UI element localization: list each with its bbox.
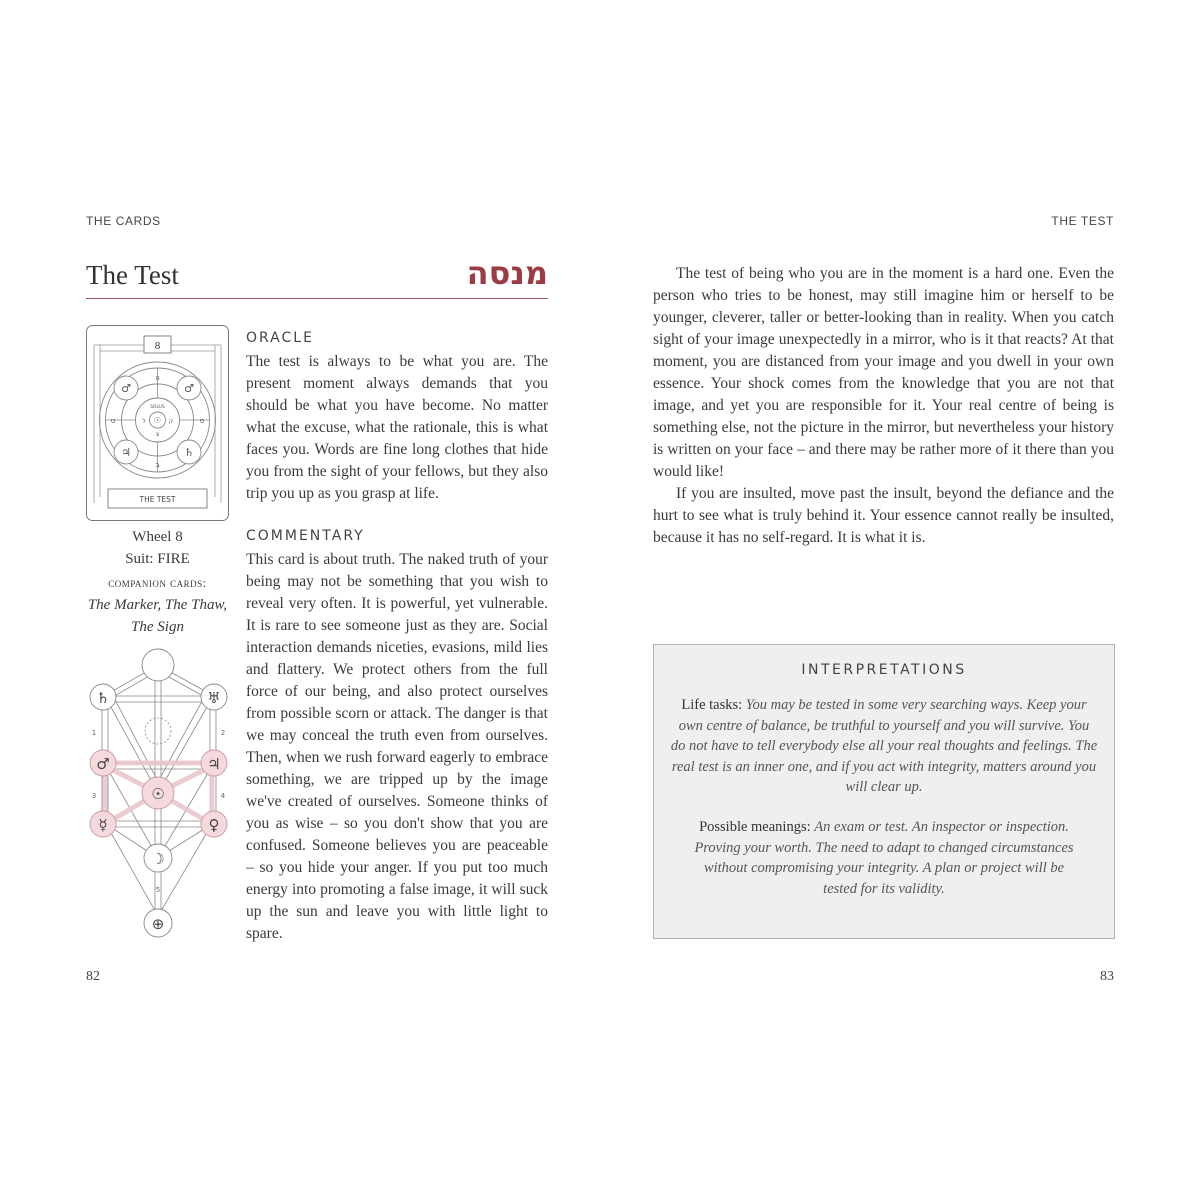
- card-sym-centre: ☉: [153, 416, 162, 425]
- running-head-left: THE CARDS: [86, 214, 161, 228]
- hebrew-title: מנסה: [466, 254, 548, 292]
- oracle-heading: ORACLE: [246, 330, 314, 346]
- path-number-4: 4: [220, 792, 226, 800]
- sun-icon: ☉: [151, 785, 165, 803]
- card-sym-inner-left: ל: [142, 418, 146, 425]
- life-tasks-text: You may be tested in some very searching ways. Keep your own centre of balance, be truthful to yourself and you will survive. You do not have to tell everybody else all your real thoughts and feelings. The real test is an inner one, and if you act with integrity, matters around you will clear up.: [670, 697, 1098, 795]
- tree-of-life-diagram: [86, 648, 232, 942]
- card-sym-ul: ♂: [121, 382, 131, 395]
- card-sym-inner-bottom: צ: [155, 431, 160, 438]
- path-number-1: 1: [91, 729, 97, 737]
- uranus-icon: ♅: [207, 689, 221, 707]
- suit-label: Suit: FIRE: [125, 551, 190, 567]
- card-sym-inner-right: ק: [168, 418, 174, 425]
- card-caption: THE TEST: [139, 495, 176, 504]
- companion-label: companion cards:: [108, 575, 207, 590]
- path-number-2: 2: [220, 729, 226, 737]
- interpretations-heading: INTERPRETATIONS: [801, 662, 967, 678]
- companion-cards: The Marker, The Thaw, The Sign: [87, 597, 228, 635]
- oracle-text: The test is always to be what you are. The present moment always demands that you should be what you have become. No matter what the excuse, what the rationale, this is what faces you. Words are fine long clothes that hide you from the sight of your fellows, but they also trip you up as you grasp at life.: [246, 353, 548, 502]
- card-sym-ll: ♃: [121, 446, 131, 459]
- possible-meanings: [690, 817, 1078, 899]
- commentary-heading: COMMENTARY: [246, 528, 365, 544]
- card-sym-ur: ♂: [184, 382, 194, 395]
- page-number-right: 83: [1100, 969, 1114, 984]
- possible-meanings-text: An exam or test. An inspector or inspection. Proving your worth. The need to adapt to changed circumstances without compromising your integrity. A plan or project will be tested for its validity.: [694, 819, 1074, 897]
- possible-meanings-label: Possible meanings:: [699, 819, 811, 835]
- running-head-right: THE TEST: [1051, 214, 1114, 228]
- venus-icon: ♀: [208, 816, 220, 834]
- page-title: The Test: [86, 260, 179, 290]
- mars-icon: ♂: [96, 755, 110, 773]
- card-sym-top: ה: [155, 374, 160, 382]
- saturn-icon: ♄: [96, 689, 110, 707]
- card-svg: [86, 325, 229, 521]
- mercury-icon: ☿: [98, 816, 108, 834]
- card-sym-right: ס: [199, 417, 205, 425]
- card-sym-bottom: ב: [155, 461, 160, 469]
- jupiter-icon: ♃: [207, 755, 221, 773]
- card-sym-inner-top: SOLUS: [150, 405, 165, 410]
- card-sym-lr: ♄: [184, 446, 194, 459]
- card-sym-left: ט: [110, 417, 116, 425]
- life-tasks: [670, 695, 1098, 798]
- card-illustration: [86, 325, 229, 521]
- path-number-5: 5: [155, 886, 161, 894]
- earth-icon: ⊕: [151, 915, 165, 933]
- commentary-text: This card is about truth. The naked truth of your being may not be something that you wish to reveal very often. It is powerful, yet vulnerable. It is rare to see someone just as they are. Social interaction demands niceties, evasions, mild lies and flattery. We protect others from the full force of our being, and also protect ourselves from possible scorn or attack. The danger is that we may conceal the truth even from ourselves. Then, when we rush forward eagerly to embrace something, we are tripped up by the image we've created of ourselves. Someone thinks of you as wise – so you don't show that you are confused. Someone believes you are peaceable – so you hide your anger. If you put too much energy into promoting a false image, it will suck up the sun and leave you with little light to spare.: [246, 551, 548, 942]
- path-number-3: 3: [91, 792, 97, 800]
- right-paragraph-1: The test of being who you are in the moment is a hard one. Even the person who tries to be honest, may still imagine him or herself to be younger, cleverer, taller or better-looking than in reality. When you catch sight of your image unexpectedly in a mirror, who is it that reacts? At that moment, you are distanced from your image and you dwell in your own essence. Your shock comes from the knowledge that you are not that image, and yet you are responsible for it. Your real centre of being is something else, not the picture in the mirror, but nevertheless your history is written on your face – and there may be rather more of it there than you would like!: [653, 265, 1114, 480]
- life-tasks-label: Life tasks:: [681, 697, 743, 713]
- title-rule: [86, 298, 548, 299]
- right-paragraph-2: If you are insulted, move past the insult, beyond the defiance and the hurt to see what is truly behind it. Your essence cannot really be insulted, because it has no self-regard. It is what it is.: [653, 485, 1114, 546]
- moon-icon: ☽: [151, 850, 165, 868]
- interpretations-box: [653, 644, 1115, 939]
- tree-svg: [86, 648, 232, 942]
- page-number-left: 82: [86, 969, 100, 984]
- wheel-label: Wheel 8: [132, 529, 183, 545]
- card-number: 8: [154, 340, 161, 352]
